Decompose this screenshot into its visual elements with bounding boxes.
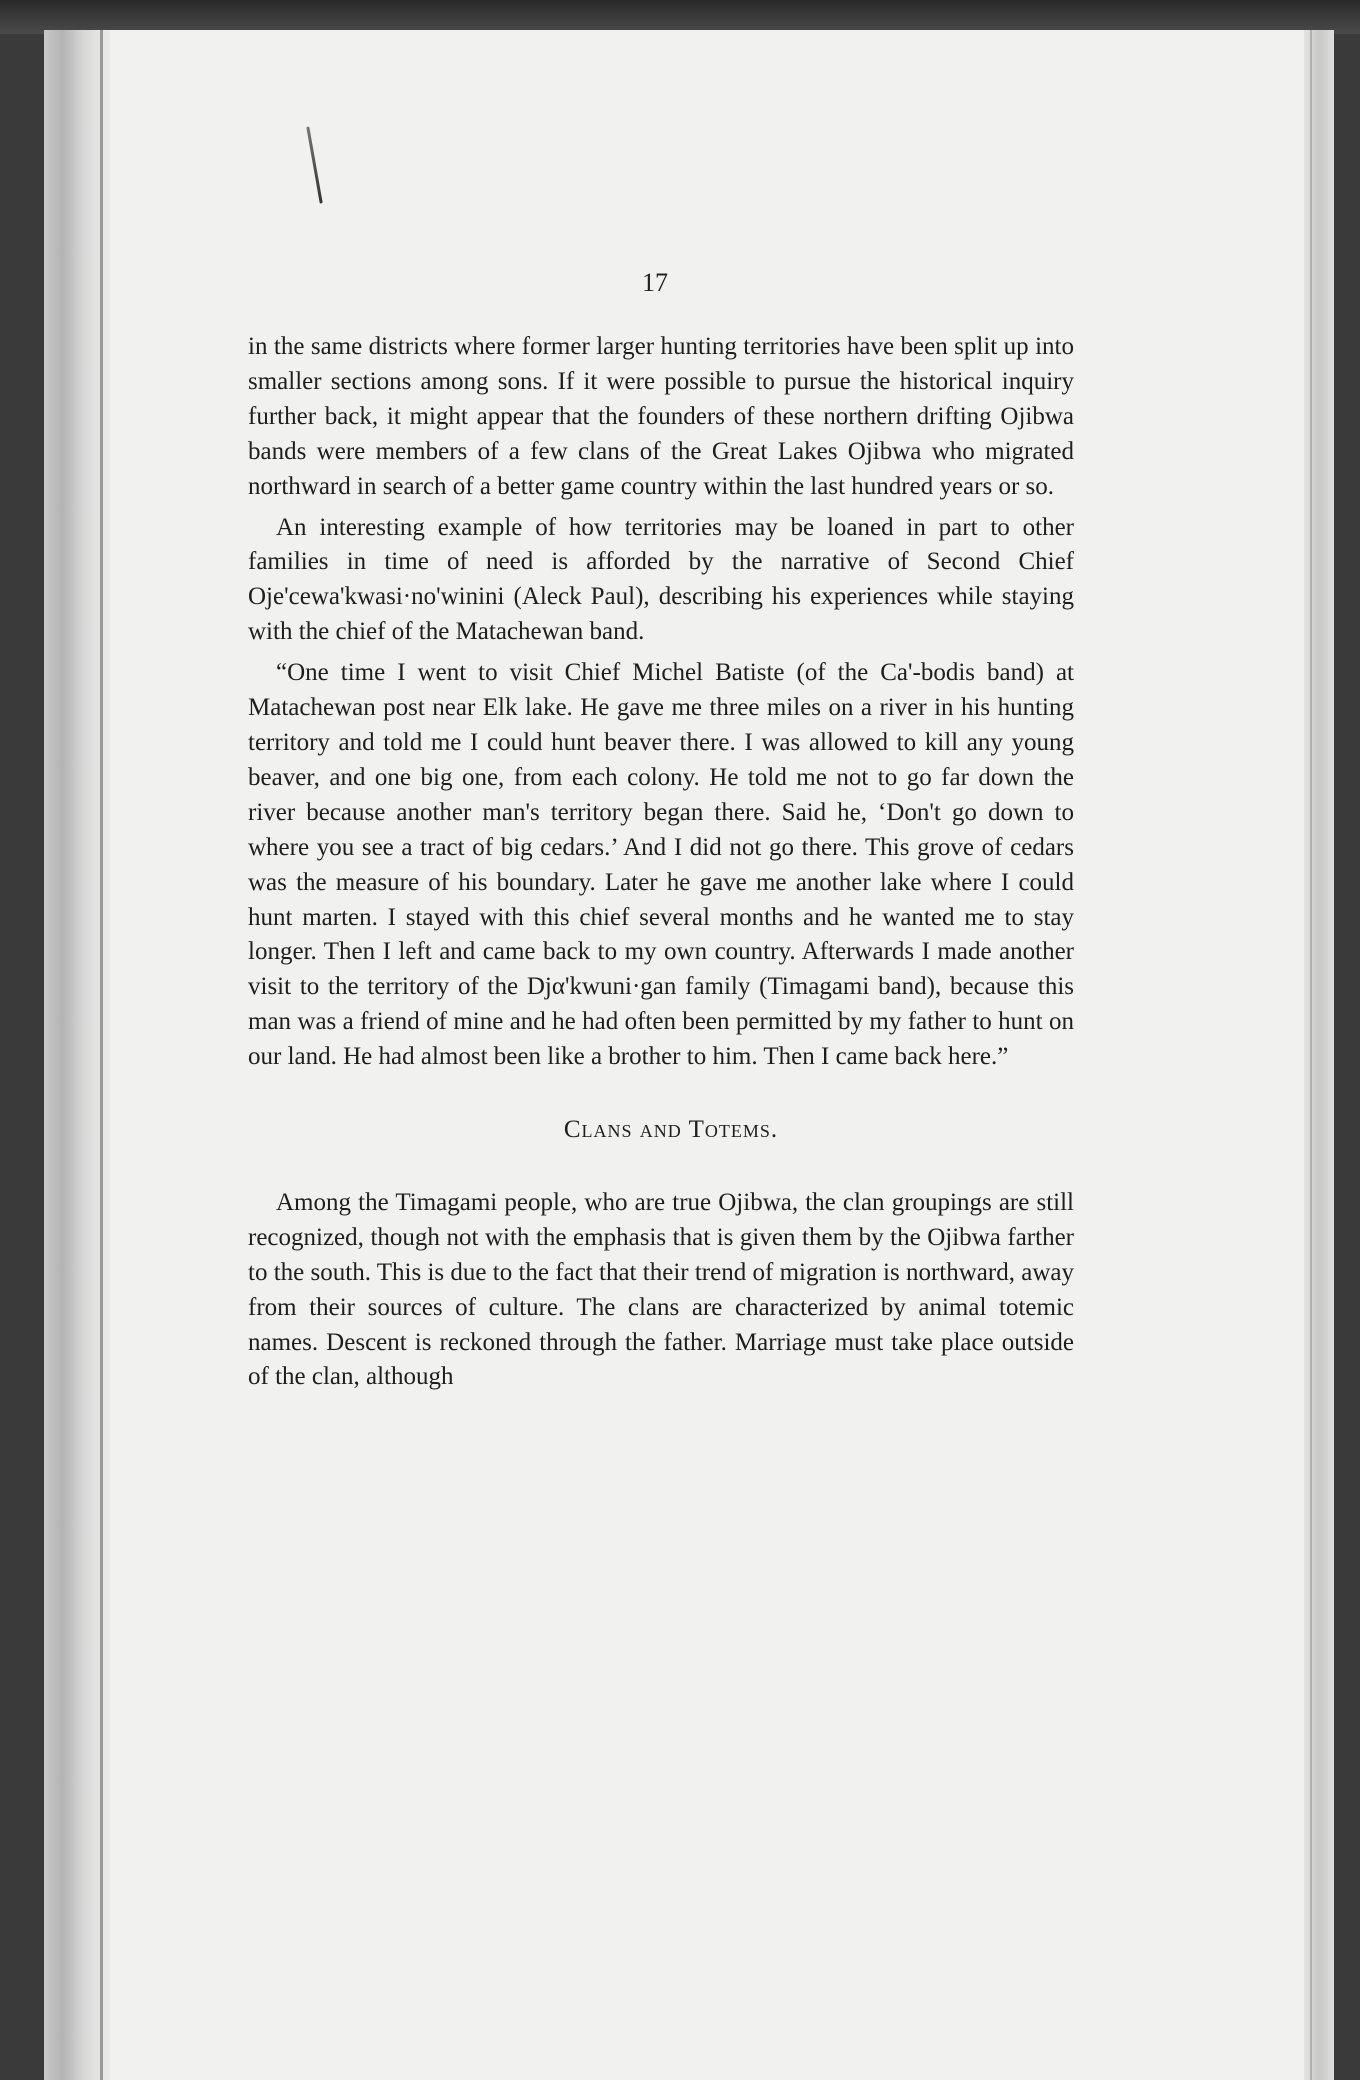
- body-text: [248, 330, 1074, 1401]
- page-number: 17: [642, 268, 668, 297]
- page-binding-line: [100, 30, 103, 2080]
- paragraph-timagami-clans: Among the Timagami people, who are true Ojibwa, the clan groupings are still recognized, though not with the emphasis that is given them by the Ojibwa farther to the south. This is due to the fact that their trend of migration is northward, away from their sources of culture. The clans are characterized by animal totemic names. Descent is reckoned through the father. Marriage must take place outside of the clan, although: [248, 1188, 1074, 1391]
- section-heading-clans-totems: Clans and Totems.: [563, 1116, 779, 1144]
- page-right-edge-line: [1310, 30, 1312, 2080]
- paragraph-territories-split: in the same districts where former larger hunting territories have been split up into smaller sections among sons. If it were possible to pursue the historical inquiry further back, it might appear that the founders of these northern drifting Ojibwa bands were members of a few clans of the Great Lakes Ojibwa who migrated northward in search of a better game country within the last hundred years or so.: [248, 333, 1074, 500]
- page-right-edge: [1304, 30, 1334, 2080]
- scanner-top-band: [0, 0, 1360, 34]
- paragraph-loaned-territories: An interesting example of how territories may be loaned in part to other families in time of need is afforded by the narrative of Second Chief Oje'cewa'kwasi·no'winini (Aleck Paul), describing his experiences while staying with the chief of the Matachewan band.: [248, 513, 1074, 646]
- paragraph-quoted-narrative: “One time I went to visit Chief Michel Batiste (of the Ca'-bodis band) at Matachewan post near Elk lake. He gave me three miles on a river in his hunting territory and told me I could hunt beaver there. I was allowed to kill any young beaver, and one big one, from each colony. He told me not to go far down the river because another man's territory began there. Said he, ‘Don't go down to where you see a tract of big cedars.’ And I did not go there. This grove of cedars was the measure of his boundary. Later he gave me another lake where I could hunt marten. I stayed with this chief several months and he wanted me to stay longer. Then I left and came back to my own country. Afterwards I made another visit to the territory of the Djα'kwuni·gan family (Timagami band), because this man was a friend of mine and he had often been permitted by my father to hunt on our land. He had almost been like a brother to him. Then I came back here.”: [248, 659, 1074, 1071]
